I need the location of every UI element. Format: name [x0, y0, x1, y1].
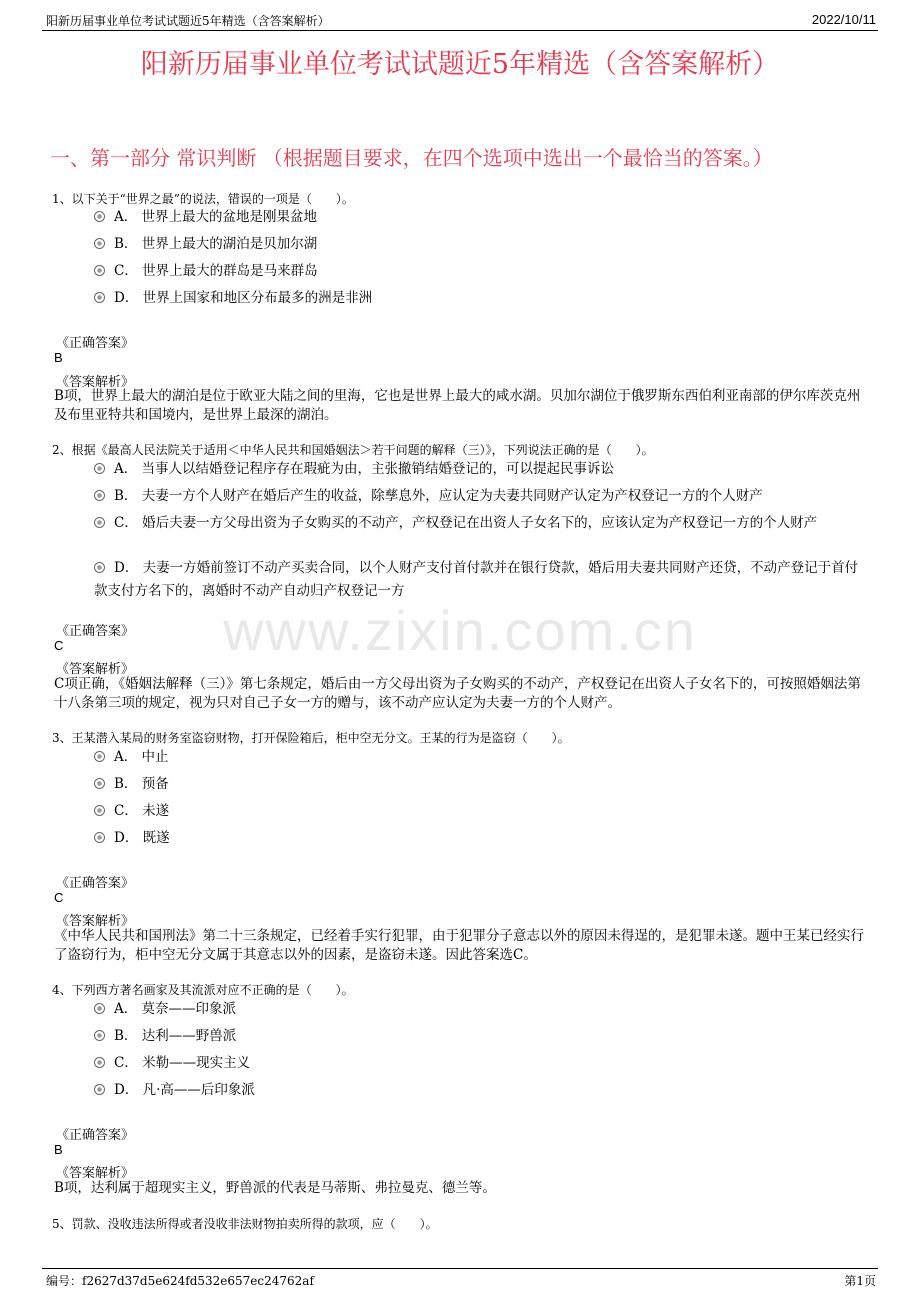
radio-icon[interactable]	[94, 238, 105, 249]
question-4-explanation-label: 《答案解析》	[56, 1166, 135, 1181]
radio-icon[interactable]	[94, 1057, 105, 1068]
question-3-option-b[interactable]: B． 预备	[94, 773, 864, 796]
question-3-option-c[interactable]: C． 未遂	[94, 800, 864, 823]
question-3-explanation: 《中华人民共和国刑法》第二十三条规定，已经着手实行犯罪，由于犯罪分子意志以外的原因未得逞的，是犯罪未遂。题中王某已经实行了盗窃行为，柜中空无分文属于其意志以外的因素，是盗窃未遂。因此答案选C。	[54, 928, 864, 963]
question-4-option-d[interactable]: D． 凡·高——后印象派	[94, 1079, 864, 1102]
radio-icon[interactable]	[94, 805, 105, 816]
radio-icon[interactable]	[94, 463, 105, 474]
question-1-stem: 1、以下关于“世界之最”的说法，错误的一项是（ ）。	[52, 192, 354, 206]
header-doc-title: 阳新历届事业单位考试试题近5年精选（含答案解析）	[46, 14, 330, 28]
question-4-answer-label: 《正确答案》	[56, 1128, 135, 1143]
question-1-option-d[interactable]: D． 世界上国家和地区分布最多的洲是非洲	[94, 287, 864, 310]
question-5-stem: 5、罚款、没收违法所得或者没收非法财物拍卖所得的款项，应（ ）。	[52, 1217, 438, 1231]
question-2-option-d[interactable]: D． 夫妻一方婚前签订不动产买卖合同，以个人财产支付首付款并在银行贷款，婚后用夫妻共同财产还贷，不动产登记于首付款支付方名下的，离婚时不动产自动归产权登记一方	[94, 560, 859, 599]
question-1-explanation-label: 《答案解析》	[56, 375, 135, 390]
question-4-option-a[interactable]: A． 莫奈——印象派	[94, 998, 864, 1021]
header-divider	[42, 30, 878, 31]
question-4-answer: B	[54, 1142, 63, 1157]
radio-icon[interactable]	[94, 778, 105, 789]
section-heading: 一、第一部分 常识判断 （根据题目要求，在四个选项中选出一个最恰当的答案。）	[50, 146, 773, 170]
question-3-explanation-label: 《答案解析》	[56, 914, 135, 929]
question-4-stem: 4、下列西方著名画家及其流派对应不正确的是（ ）。	[52, 983, 354, 997]
footer-page-number: 第1页	[844, 1274, 876, 1288]
watermark: www.zixin.com.cn	[223, 599, 697, 662]
page-title: 阳新历届事业单位考试试题近5年精选（含答案解析）	[140, 49, 780, 80]
question-1-answer-label: 《正确答案》	[56, 336, 135, 351]
radio-icon[interactable]	[94, 292, 105, 303]
radio-icon[interactable]	[94, 1030, 105, 1041]
question-2-option-c[interactable]: C． 婚后夫妻一方父母出资为子女购买的不动产，产权登记在出资人子女名下的，应该认定为产权登记一方的个人财产	[94, 512, 864, 535]
header-date: 2022/10/11	[811, 12, 876, 27]
radio-icon[interactable]	[94, 265, 105, 276]
question-1-explanation: B项，世界上最大的湖泊是位于欧亚大陆之间的里海，它也是世界上最大的咸水湖。贝加尔湖位于俄罗斯东西伯利亚南部的伊尔库茨克州及布里亚特共和国境内，是世界上最深的湖泊。	[54, 388, 861, 423]
question-3-answer-label: 《正确答案》	[56, 876, 135, 891]
radio-icon[interactable]	[94, 562, 105, 573]
radio-icon[interactable]	[94, 751, 105, 762]
radio-icon[interactable]	[94, 490, 105, 501]
question-2-option-a[interactable]: A． 当事人以结婚登记程序存在瑕疵为由，主张撤销结婚登记的，可以提起民事诉讼	[94, 458, 864, 481]
question-1-option-a[interactable]: A． 世界上最大的盆地是刚果盆地	[94, 206, 864, 229]
question-4-option-c[interactable]: C． 米勒——现实主义	[94, 1052, 864, 1075]
question-2-explanation-label: 《答案解析》	[56, 662, 135, 677]
question-2-answer-label: 《正确答案》	[56, 624, 135, 639]
radio-icon[interactable]	[94, 211, 105, 222]
radio-icon[interactable]	[94, 1003, 105, 1014]
question-1-option-b[interactable]: B． 世界上最大的湖泊是贝加尔湖	[94, 233, 864, 256]
radio-icon[interactable]	[94, 517, 105, 528]
question-2-explanation: C项正确，《婚姻法解释（三）》第七条规定，婚后由一方父母出资为子女购买的不动产，产权登记在出资人子女名下的，可按照婚姻法第十八条第三项的规定，视为只对自己子女一方的赠与，该不动产应认定为夫妻一方的个人财产。	[54, 676, 861, 711]
question-3-option-a[interactable]: A． 中止	[94, 746, 864, 769]
question-4-explanation: B项，达利属于超现实主义，野兽派的代表是马蒂斯、弗拉曼克、德兰等。	[54, 1180, 496, 1196]
question-2-option-b[interactable]: B． 夫妻一方个人财产在婚后产生的收益，除孳息外，应认定为夫妻共同财产认定为产权登记一方的个人财产	[94, 485, 864, 508]
question-2-answer: C	[54, 638, 64, 653]
radio-icon[interactable]	[94, 832, 105, 843]
question-3-stem: 3、王某潜入某局的财务室盗窃财物，打开保险箱后，柜中空无分文。王某的行为是盗窃（ ）。	[52, 731, 570, 745]
radio-icon[interactable]	[94, 1084, 105, 1095]
question-3-answer: C	[54, 890, 64, 905]
question-4-option-b[interactable]: B． 达利——野兽派	[94, 1025, 864, 1048]
footer-code: 编号：f2627d37d5e624fd532e657ec24762af	[46, 1274, 314, 1288]
footer-divider	[42, 1268, 878, 1269]
question-3-option-d[interactable]: D． 既遂	[94, 827, 864, 850]
question-1-option-c[interactable]: C． 世界上最大的群岛是马来群岛	[94, 260, 864, 283]
question-1-answer: B	[54, 350, 63, 365]
question-2-stem: 2、根据《最高人民法院关于适用＜中华人民共和国婚姻法＞若干问题的解释（三）》，下列说法正确的是（ ）。	[52, 443, 654, 457]
